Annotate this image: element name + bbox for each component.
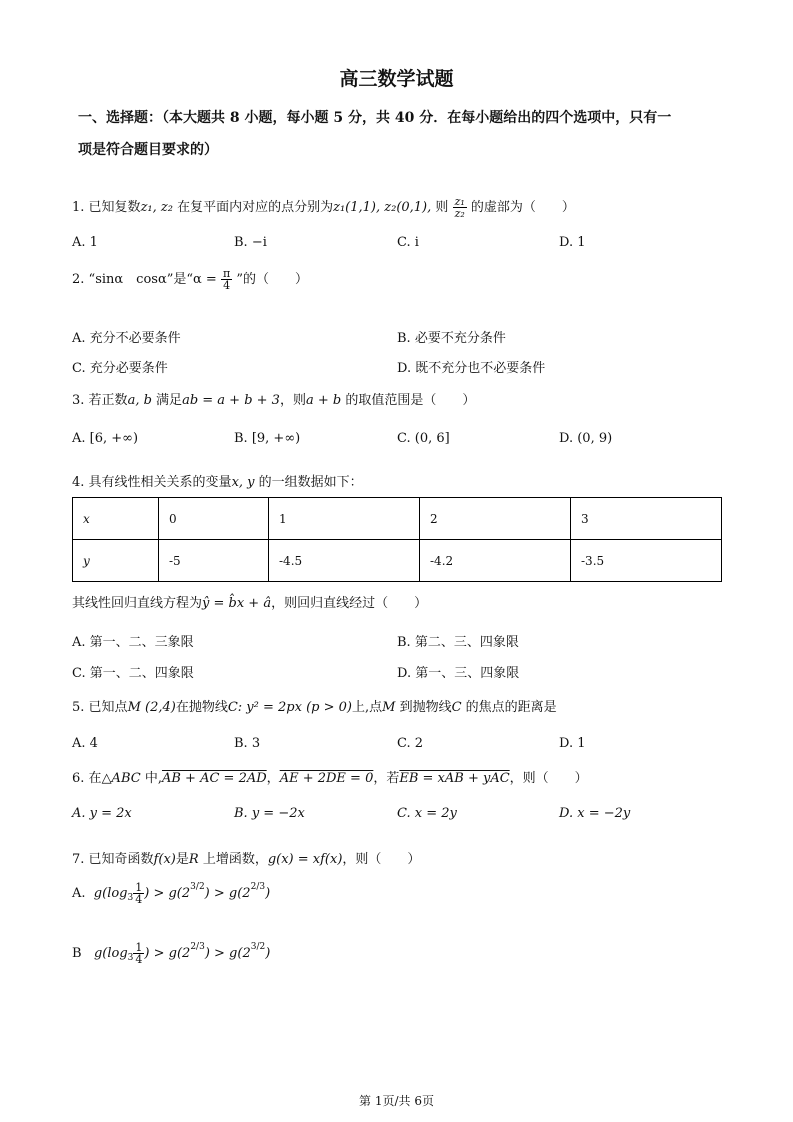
q5-m: M <box>382 700 396 715</box>
section-heading-line2: 项是符合题目要求的） <box>78 142 218 158</box>
page-footer: 第 1页/共 6页 <box>359 1094 434 1108</box>
question-2 <box>72 268 308 291</box>
q3-equation: ab = a + b + 3 <box>182 393 280 408</box>
q5-text-a: 已知点 <box>88 700 128 715</box>
q7-text-c: 上增函数， <box>202 852 268 867</box>
q1-option-a[interactable]: A. 1 <box>72 235 98 250</box>
q7-b-exp2: 3/2 <box>250 942 266 952</box>
q2-frac-num: π <box>222 267 231 280</box>
q6-eq1: AB + AC = 2AD <box>161 771 267 786</box>
q1-text-c: 则 <box>435 200 449 215</box>
q2-option-c[interactable]: C. 充分必要条件 <box>72 361 168 376</box>
q3-text-d: 的取值范围是（ ） <box>345 393 476 408</box>
table-cell: -5 <box>159 540 269 582</box>
q7-text-b: 是 <box>175 852 189 867</box>
question-6 <box>72 767 588 786</box>
q1-text-d: 的虚部为（ ） <box>470 200 575 215</box>
data-table <box>72 497 722 582</box>
q1-text-b: 在复平面内对应的点分别为 <box>177 200 334 215</box>
table-cell: 0 <box>159 498 269 540</box>
q7-b-frac-den: 4 <box>135 953 143 966</box>
q7-b-label: B <box>72 946 82 961</box>
q6-triangle: △ABC <box>101 771 141 786</box>
q4-number: 4. <box>72 475 85 490</box>
table-row-y <box>73 540 722 582</box>
table-cell: 1 <box>269 498 420 540</box>
q2-option-b[interactable]: B. 必要不充分条件 <box>397 331 506 346</box>
q5-point: M (2,4) <box>127 700 176 715</box>
table-cell: -4.2 <box>420 540 571 582</box>
q3-option-c[interactable]: C. (0, 6] <box>397 431 450 446</box>
q7-a-frac-den: 4 <box>135 893 143 906</box>
q2-text-b: ”的（ ） <box>236 272 308 287</box>
q4-option-b[interactable]: B. 第二、三、四象限 <box>397 635 519 650</box>
table-cell: x <box>73 498 159 540</box>
q7-text-a: 已知奇函数 <box>88 852 154 867</box>
q6-number: 6. <box>72 771 85 786</box>
q1-option-d[interactable]: D. 1 <box>559 235 586 250</box>
q1-frac-den: z₂ <box>454 207 465 220</box>
q7-a-label: A. <box>72 886 86 901</box>
question-4 <box>72 471 363 490</box>
q7-b-exp1: 2/3 <box>190 942 205 952</box>
q1-fraction <box>453 196 467 219</box>
q5-c: C <box>451 700 462 715</box>
table-cell: y <box>73 540 159 582</box>
q7-r: R <box>188 852 199 867</box>
q6-option-b[interactable]: B. y = −2x <box>234 806 305 821</box>
q4-regression-text <box>72 592 427 611</box>
q7-option-a[interactable]: A. $g(\log_3$ $\frac{1}{4}$ ) > $g(2^{3/2}) > g(2^{2/3})$ <box>72 881 271 906</box>
question-5 <box>72 696 557 715</box>
q4-vars: x, y <box>231 475 255 490</box>
table-cell: -4.5 <box>269 540 420 582</box>
q7-a-exp1: 3/2 <box>190 882 205 892</box>
q4-text-b: 的一组数据如下： <box>258 475 363 490</box>
q7-text-d: ，则（ ） <box>342 852 421 867</box>
q7-option-b[interactable]: B $g(\log_3$ $\frac{1}{4}$ ) > $g(2^{2/3}) > g(2^{3/2})$ <box>72 941 271 966</box>
q1-number: 1. <box>72 200 85 215</box>
q5-option-b[interactable]: B. 3 <box>234 736 261 751</box>
section-heading-line1: 一、选择题：（本大题共 8 小题，每小题 5 分，共 40 分．在每小题给出的四个选项中，只有一 <box>78 110 672 126</box>
q7-b-frac-num: 1 <box>135 941 143 954</box>
q4-option-d[interactable]: D. 第一、三、四象限 <box>397 666 520 681</box>
q2-number: 2. <box>72 272 85 287</box>
table-row-x <box>73 498 722 540</box>
q7-a-frac-num: 1 <box>135 881 143 894</box>
q6-option-c[interactable]: C. x = 2y <box>397 806 457 821</box>
table-cell: 2 <box>420 498 571 540</box>
question-1 <box>72 196 575 219</box>
q3-number: 3. <box>72 393 85 408</box>
q1-vars: z₁, z₂ <box>140 200 173 215</box>
q3-text-c: ，则 <box>279 393 306 408</box>
q7-number: 7. <box>72 852 85 867</box>
q6-text-d: ，若 <box>373 771 400 786</box>
q4-option-a[interactable]: A. 第一、二、三象限 <box>72 635 194 650</box>
table-cell: 3 <box>571 498 722 540</box>
q4-text-a: 具有线性相关关系的变量 <box>88 475 232 490</box>
q1-option-b[interactable]: B. −i <box>234 235 267 250</box>
q6-text-c: ， <box>266 771 280 786</box>
q5-curve: C: y² = 2px (p > 0) <box>227 700 352 715</box>
q5-option-d[interactable]: D. 1 <box>559 736 586 751</box>
q4-option-c[interactable]: C. 第一、二、四象限 <box>72 666 194 681</box>
page-title: 高三数学试题 <box>339 68 454 90</box>
table-cell: -3.5 <box>571 540 722 582</box>
q7-fx: f(x) <box>153 852 176 867</box>
q2-option-d[interactable]: D. 既不充分也不必要条件 <box>397 361 546 376</box>
q7-a-exp2: 2/3 <box>250 882 266 892</box>
q5-option-a[interactable]: A. 4 <box>72 736 98 751</box>
q5-text-d: 到抛物线 <box>399 700 452 715</box>
q6-eq3: EB = xAB + yAC <box>399 771 510 786</box>
q2-frac-den: 4 <box>223 279 231 292</box>
q1-option-c[interactable]: C. i <box>397 235 419 250</box>
q5-option-c[interactable]: C. 2 <box>397 736 424 751</box>
q3-expr: a + b <box>305 393 342 408</box>
q3-text-b: 满足 <box>156 393 183 408</box>
q6-option-d[interactable]: D. x = −2y <box>559 806 631 821</box>
q5-text-b: 在抛物线 <box>175 700 228 715</box>
q6-eq2: AE + 2DE = 0 <box>279 771 374 786</box>
q4-after-b: ，则回归直线经过（ ） <box>271 596 428 611</box>
q5-text-c: 上,点 <box>351 700 383 715</box>
question-7 <box>72 848 420 867</box>
q6-text-e: ，则（ ） <box>509 771 588 786</box>
q4-regression-eq: ŷ = b̂x + â <box>202 596 272 611</box>
q6-text-a: 在 <box>88 771 102 786</box>
q1-text-a: 已知复数 <box>88 200 141 215</box>
q6-text-b: 中, <box>144 771 162 786</box>
q2-text-a: “sinα cosα”是“α = <box>88 272 217 287</box>
q4-after-a: 其线性回归直线方程为 <box>72 596 203 611</box>
q5-text-e: 的焦点的距离是 <box>465 700 557 715</box>
question-3 <box>72 389 475 408</box>
q3-option-b[interactable]: B. [9, +∞) <box>234 431 301 446</box>
q3-vars: a, b <box>127 393 152 408</box>
q3-option-a[interactable]: A. [6, +∞) <box>72 431 139 446</box>
q5-number: 5. <box>72 700 85 715</box>
q2-fraction <box>221 268 232 291</box>
q7-gx: g(x) = xf(x) <box>267 852 343 867</box>
q3-option-d[interactable]: D. (0, 9) <box>559 431 613 446</box>
q6-option-a[interactable]: A. y = 2x <box>72 806 132 821</box>
q1-frac-num: z₁ <box>454 195 465 208</box>
q3-text-a: 若正数 <box>88 393 128 408</box>
q1-points: z₁(1,1), z₂(0,1), <box>333 200 432 215</box>
q2-option-a[interactable]: A. 充分不必要条件 <box>72 331 181 346</box>
